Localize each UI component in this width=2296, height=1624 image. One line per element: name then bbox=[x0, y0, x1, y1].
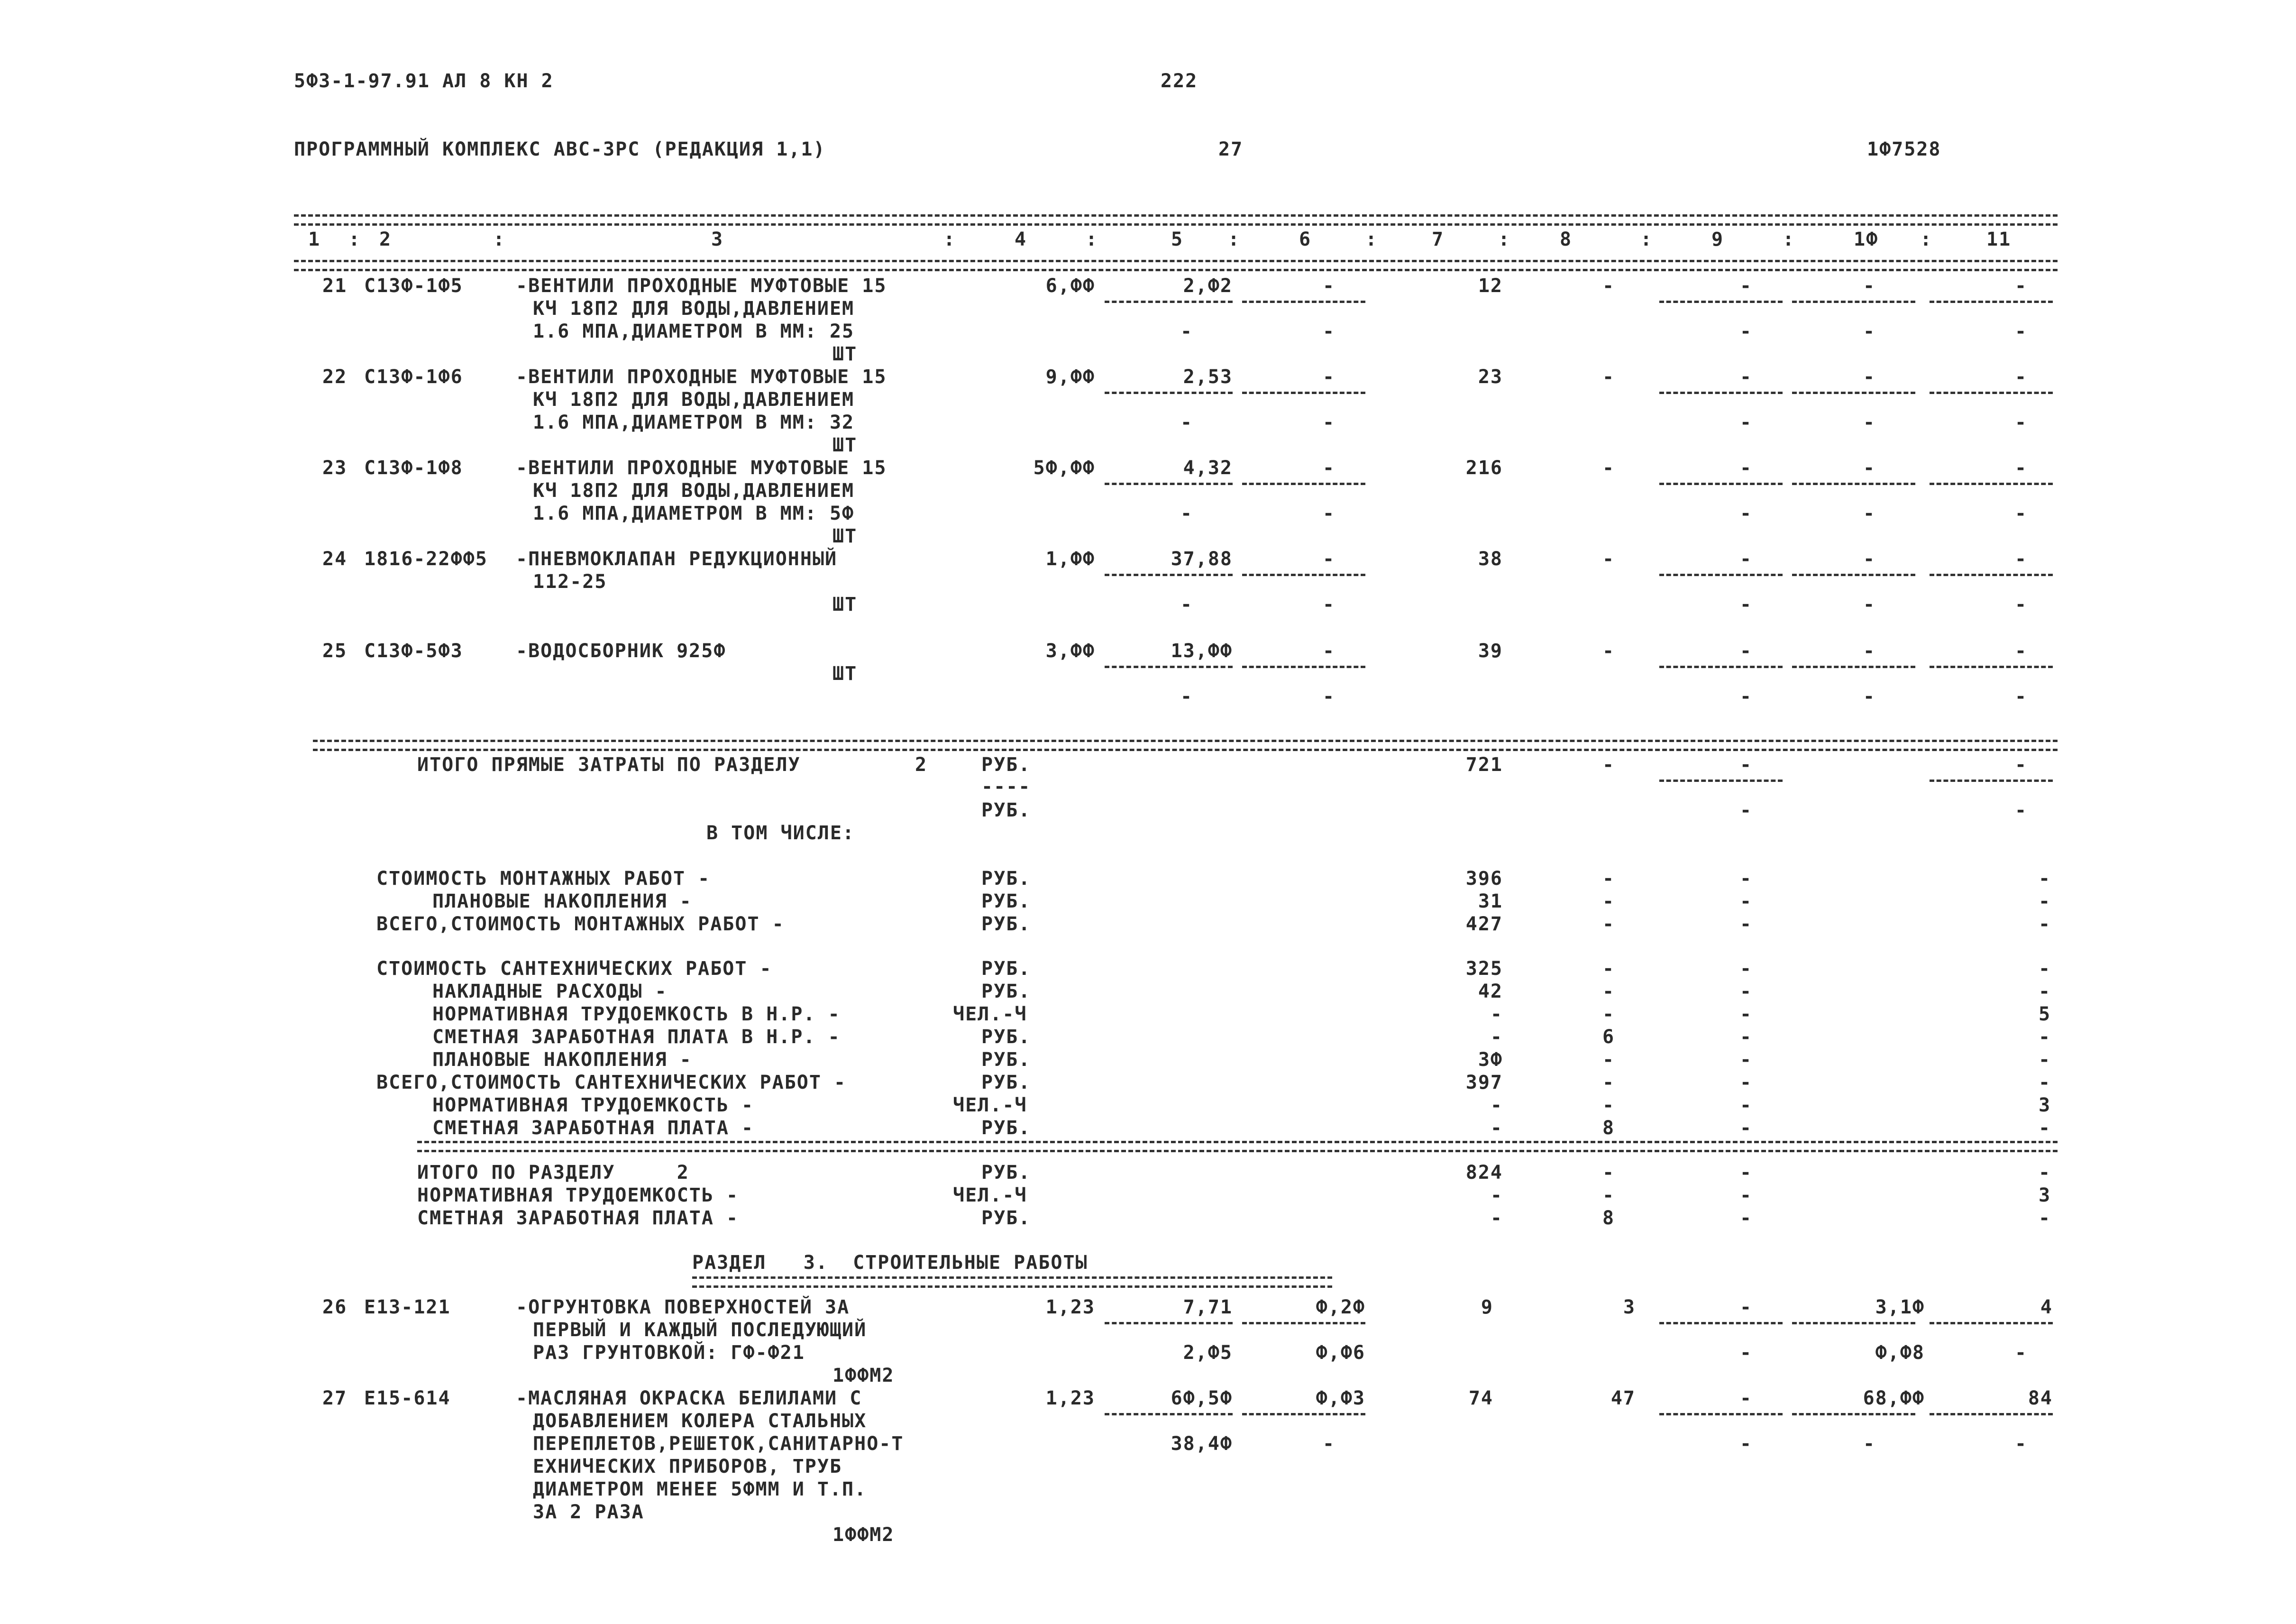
col11-divider bbox=[1930, 301, 2053, 303]
item-col10-lower: Ф,Ф8 bbox=[1875, 1342, 1925, 1364]
col6-divider bbox=[1242, 483, 1365, 485]
breakdown-label: ПЛАНОВЫЕ НАКОПЛЕНИЯ - bbox=[432, 1049, 692, 1071]
section-3-underline bbox=[692, 1276, 1332, 1288]
item-col5-lower: - bbox=[1180, 321, 1193, 342]
item-col11-lower: - bbox=[2015, 686, 2028, 707]
direct-costs-label: ИТОГО ПРЯМЫЕ ЗАТРАТЫ ПО РАЗДЕЛУ bbox=[417, 754, 801, 776]
item-col6-lower: - bbox=[1323, 594, 1336, 615]
direct-costs-col11: - bbox=[2015, 754, 2028, 776]
header-rule-top bbox=[294, 214, 2058, 226]
item-description-line: -МАСЛЯНАЯ ОКРАСКА БЕЛИЛАМИ С bbox=[516, 1387, 862, 1409]
breakdown-label: ПЛАНОВЫЕ НАКОПЛЕНИЯ - bbox=[432, 890, 692, 912]
column-header-6: 6 bbox=[1299, 229, 1312, 250]
col10-divider bbox=[1792, 483, 1915, 485]
column-header-8: 8 bbox=[1560, 229, 1573, 250]
item-col5: 13,ФФ bbox=[1171, 640, 1233, 662]
breakdown-col11: - bbox=[2039, 1026, 2051, 1048]
direct-costs-unit-2: РУБ. bbox=[981, 799, 1031, 821]
column-separator: : bbox=[1498, 229, 1511, 250]
breakdown-col7: 42 bbox=[1478, 981, 1503, 1002]
column-separator: : bbox=[943, 229, 956, 250]
breakdown-col8: - bbox=[1602, 958, 1615, 980]
breakdown-col7: 325 bbox=[1465, 958, 1503, 980]
column-separator: : bbox=[1640, 229, 1653, 250]
breakdown-col8: - bbox=[1602, 868, 1615, 890]
col10-divider bbox=[1792, 574, 1915, 576]
item-col5-lower: 2,Ф5 bbox=[1183, 1342, 1233, 1364]
breakdown-col8: 6 bbox=[1602, 1026, 1615, 1048]
breakdown-label: ВСЕГО,СТОИМОСТЬ МОНТАЖНЫХ РАБОТ - bbox=[376, 913, 785, 935]
item-col5-lower: 38,4Ф bbox=[1171, 1433, 1233, 1455]
item-col10: 3,1Ф bbox=[1875, 1296, 1925, 1318]
breakdown-col7: - bbox=[1490, 1117, 1503, 1139]
breakdown-col9: - bbox=[1740, 1117, 1753, 1139]
document-number: 1Ф7528 bbox=[1867, 138, 1941, 160]
section-3-title: РАЗДЕЛ 3. СТРОИТЕЛЬНЫЕ РАБОТЫ bbox=[692, 1252, 1088, 1274]
item-col9-lower: - bbox=[1740, 503, 1753, 524]
item-col9-lower: - bbox=[1740, 1433, 1753, 1455]
item-col11: - bbox=[2015, 366, 2028, 388]
breakdown-col8: 8 bbox=[1602, 1117, 1615, 1139]
breakdown-col8: - bbox=[1602, 1072, 1615, 1093]
column-separator: : bbox=[1365, 229, 1378, 250]
breakdown-col9: - bbox=[1740, 958, 1753, 980]
breakdown-col7: 3Ф bbox=[1478, 1049, 1503, 1071]
col5-divider bbox=[1105, 392, 1233, 394]
col11-divider bbox=[1930, 1322, 2053, 1324]
item-number: 27 bbox=[322, 1387, 348, 1409]
section-total-unit: РУБ. bbox=[981, 1162, 1031, 1184]
breakdown-label: НАКЛАДНЫЕ РАСХОДЫ - bbox=[432, 981, 668, 1002]
item-description-line: -ОГРУНТОВКА ПОВЕРХНОСТЕЙ ЗА bbox=[516, 1296, 850, 1318]
item-col5: 37,88 bbox=[1171, 548, 1233, 570]
section-total-label: ИТОГО ПО РАЗДЕЛУ 2 bbox=[417, 1162, 689, 1184]
breakdown-col11: - bbox=[2039, 958, 2051, 980]
section-total-col9: - bbox=[1740, 1162, 1753, 1184]
item-code: С13Ф-5Ф3 bbox=[364, 640, 463, 662]
item-col6: - bbox=[1323, 366, 1336, 388]
col11-divider bbox=[1930, 483, 2053, 485]
item-unit: ШТ bbox=[832, 663, 858, 685]
item-unit: 1ФФМ2 bbox=[832, 1365, 895, 1386]
doc-code: 5Ф3-1-97.91 АЛ 8 КН 2 bbox=[294, 70, 554, 92]
item-col11-lower: - bbox=[2015, 412, 2028, 433]
col5-divider bbox=[1105, 666, 1233, 668]
item-col5: 4,32 bbox=[1183, 457, 1233, 479]
section-total-col8: - bbox=[1602, 1162, 1615, 1184]
breakdown-unit: РУБ. bbox=[981, 981, 1031, 1002]
item-col11-lower: - bbox=[2015, 503, 2028, 524]
item-number: 26 bbox=[322, 1296, 348, 1318]
item-description-line: РАЗ ГРУНТОВКОЙ: ГФ-Ф21 bbox=[533, 1342, 805, 1364]
item-col11-lower: - bbox=[2015, 594, 2028, 615]
item-unit: ШТ bbox=[832, 343, 858, 365]
section-total-col7: 824 bbox=[1465, 1162, 1503, 1184]
breakdown-unit: РУБ. bbox=[981, 958, 1031, 980]
breakdown-col11: 5 bbox=[2039, 1003, 2051, 1025]
item-col9: - bbox=[1740, 366, 1753, 388]
column-separator: : bbox=[493, 229, 506, 250]
item-col9-lower: - bbox=[1740, 686, 1753, 707]
breakdown-unit: РУБ. bbox=[981, 890, 1031, 912]
breakdown-col11: - bbox=[2039, 890, 2051, 912]
section-total-label: СМЕТНАЯ ЗАРАБОТНАЯ ПЛАТА - bbox=[417, 1207, 739, 1229]
breakdown-col9: - bbox=[1740, 890, 1753, 912]
direct-costs-col9-lower: - bbox=[1740, 799, 1753, 821]
section-total-unit: ЧЕЛ.-Ч bbox=[953, 1184, 1027, 1206]
section-total-col11: - bbox=[2039, 1207, 2051, 1229]
col5-divider bbox=[1105, 1413, 1233, 1415]
item-col10: - bbox=[1863, 457, 1876, 479]
item-code: Е13-121 bbox=[364, 1296, 451, 1318]
item-code: Е15-614 bbox=[364, 1387, 451, 1409]
item-col6-lower: Ф,Ф6 bbox=[1316, 1342, 1365, 1364]
col6-divider bbox=[1242, 574, 1365, 576]
item-col8: - bbox=[1602, 640, 1615, 662]
item-col6: Ф,Ф3 bbox=[1316, 1387, 1365, 1409]
item-col7: 23 bbox=[1478, 366, 1503, 388]
item-unit: 1ФФМ2 bbox=[832, 1524, 895, 1546]
item-number: 23 bbox=[322, 457, 348, 479]
direct-costs-col11-lower: - bbox=[2015, 799, 2028, 821]
item-description-line: КЧ 18П2 ДЛЯ ВОДЫ,ДАВЛЕНИЕМ bbox=[533, 389, 855, 411]
breakdown-col7: - bbox=[1490, 1094, 1503, 1116]
item-quantity: 1,23 bbox=[1045, 1387, 1095, 1409]
item-col10: - bbox=[1863, 366, 1876, 388]
col5-divider bbox=[1105, 1322, 1233, 1324]
column-separator: : bbox=[348, 229, 361, 250]
item-col8: 47 bbox=[1610, 1387, 1636, 1409]
breakdown-label: СМЕТНАЯ ЗАРАБОТНАЯ ПЛАТА - bbox=[432, 1117, 754, 1139]
page-number-top: 222 bbox=[1161, 70, 1198, 92]
item-description-line: 112-25 bbox=[533, 571, 607, 593]
column-header-7: 7 bbox=[1432, 229, 1445, 250]
item-col8: - bbox=[1602, 457, 1615, 479]
breakdown-col11: - bbox=[2039, 868, 2051, 890]
col9-divider bbox=[1659, 574, 1783, 576]
section-total-col8: - bbox=[1602, 1184, 1615, 1206]
direct-costs-col9: - bbox=[1740, 754, 1753, 776]
breakdown-col7: - bbox=[1490, 1026, 1503, 1048]
breakdown-col8: - bbox=[1602, 1049, 1615, 1071]
section-total-col7: - bbox=[1490, 1184, 1503, 1206]
col5-divider bbox=[1105, 574, 1233, 576]
breakdown-unit: РУБ. bbox=[981, 1117, 1031, 1139]
column-header-9: 9 bbox=[1711, 229, 1724, 250]
breakdown-col8: - bbox=[1602, 1003, 1615, 1025]
breakdown-col7: - bbox=[1490, 1003, 1503, 1025]
item-col10: - bbox=[1863, 548, 1876, 570]
col11-divider bbox=[1930, 574, 2053, 576]
including-label: В ТОМ ЧИСЛЕ: bbox=[706, 822, 855, 844]
item-unit: ШТ bbox=[832, 434, 858, 456]
item-description-line: -ВОДОСБОРНИК 925Ф bbox=[516, 640, 726, 662]
item-col11: 84 bbox=[2028, 1387, 2053, 1409]
section-total-col11: - bbox=[2039, 1162, 2051, 1184]
item-col11-lower: - bbox=[2015, 321, 2028, 342]
breakdown-label: НОРМАТИВНАЯ ТРУДОЕМКОСТЬ В Н.Р. - bbox=[432, 1003, 841, 1025]
item-col9: - bbox=[1740, 457, 1753, 479]
breakdown-col11: - bbox=[2039, 913, 2051, 935]
item-col10: - bbox=[1863, 275, 1876, 297]
item-col10-lower: - bbox=[1863, 686, 1876, 707]
item-quantity: 3,ФФ bbox=[1045, 640, 1095, 662]
col9-divider bbox=[1659, 483, 1783, 485]
item-col5-lower: - bbox=[1180, 412, 1193, 433]
item-col11: 4 bbox=[2040, 1296, 2053, 1318]
col9-divider bbox=[1659, 392, 1783, 394]
item-description-line: 1.6 МПА,ДИАМЕТРОМ В ММ: 32 bbox=[533, 412, 855, 433]
item-col9: - bbox=[1740, 548, 1753, 570]
item-col6: - bbox=[1323, 457, 1336, 479]
item-unit: ШТ bbox=[832, 525, 858, 547]
item-description-line: ПЕРВЫЙ И КАЖДЫЙ ПОСЛЕДУЮЩИЙ bbox=[533, 1319, 867, 1341]
breakdown-col9: - bbox=[1740, 1026, 1753, 1048]
breakdown-col11: - bbox=[2039, 1072, 2051, 1093]
item-col6-lower: - bbox=[1323, 686, 1336, 707]
item-quantity: 1,ФФ bbox=[1045, 548, 1095, 570]
col6-divider bbox=[1242, 666, 1365, 668]
item-number: 24 bbox=[322, 548, 348, 570]
item-col6-lower: - bbox=[1323, 412, 1336, 433]
breakdown-col8: - bbox=[1602, 981, 1615, 1002]
item-code: С13Ф-1Ф6 bbox=[364, 366, 463, 388]
breakdown-unit: РУБ. bbox=[981, 913, 1031, 935]
item-col6: - bbox=[1323, 640, 1336, 662]
breakdown-label: НОРМАТИВНАЯ ТРУДОЕМКОСТЬ - bbox=[432, 1094, 754, 1116]
item-col7: 12 bbox=[1478, 275, 1503, 297]
item-col7: 38 bbox=[1478, 548, 1503, 570]
col10-divider bbox=[1792, 1413, 1915, 1415]
item-number: 21 bbox=[322, 275, 348, 297]
item-col8: - bbox=[1602, 366, 1615, 388]
item-col5-lower: - bbox=[1180, 686, 1193, 707]
item-description-line: 1.6 МПА,ДИАМЕТРОМ В ММ: 5Ф bbox=[533, 503, 855, 524]
breakdown-col8: - bbox=[1602, 913, 1615, 935]
item-col8: 3 bbox=[1623, 1296, 1636, 1318]
column-header-5: 5 bbox=[1171, 229, 1184, 250]
breakdown-col11: - bbox=[2039, 981, 2051, 1002]
breakdown-col9: - bbox=[1740, 1003, 1753, 1025]
item-col11: - bbox=[2015, 548, 2028, 570]
breakdown-col9: - bbox=[1740, 981, 1753, 1002]
column-header-3: 3 bbox=[711, 229, 724, 250]
item-col10: 68,ФФ bbox=[1863, 1387, 1925, 1409]
item-col6-lower: - bbox=[1323, 1433, 1336, 1455]
column-header-1: 1 bbox=[308, 229, 321, 250]
item-col10: - bbox=[1863, 640, 1876, 662]
breakdown-col7: 396 bbox=[1465, 868, 1503, 890]
item-col7: 74 bbox=[1468, 1387, 1493, 1409]
breakdown-col8: - bbox=[1602, 890, 1615, 912]
breakdown-col11: 3 bbox=[2039, 1094, 2051, 1116]
col6-divider bbox=[1242, 301, 1365, 303]
item-description-line: -ВЕНТИЛИ ПРОХОДНЫЕ МУФТОВЫЕ 15 bbox=[516, 275, 887, 297]
direct-costs-section: 2 bbox=[915, 754, 928, 776]
item-description-line: ЕХНИЧЕСКИХ ПРИБОРОВ, ТРУБ bbox=[533, 1456, 842, 1477]
section-total-col11: 3 bbox=[2039, 1184, 2051, 1206]
section-total-label: НОРМАТИВНАЯ ТРУДОЕМКОСТЬ - bbox=[417, 1184, 739, 1206]
column-header-2: 2 bbox=[379, 229, 392, 250]
item-col8: - bbox=[1602, 548, 1615, 570]
item-col10-lower: - bbox=[1863, 321, 1876, 342]
col10-divider bbox=[1792, 392, 1915, 394]
item-col5: 6Ф,5Ф bbox=[1171, 1387, 1233, 1409]
column-header-1Ф: 1Ф bbox=[1854, 229, 1879, 250]
item-unit: ШТ bbox=[832, 594, 858, 615]
col11-divider bbox=[1930, 1413, 2053, 1415]
item-col10-lower: - bbox=[1863, 412, 1876, 433]
item-code: С13Ф-1Ф8 bbox=[364, 457, 463, 479]
item-col5-lower: - bbox=[1180, 503, 1193, 524]
section-total-col9: - bbox=[1740, 1207, 1753, 1229]
item-col11: - bbox=[2015, 275, 2028, 297]
col11-divider bbox=[1930, 666, 2053, 668]
breakdown-unit: ЧЕЛ.-Ч bbox=[953, 1003, 1027, 1025]
item-description-line: ЗА 2 РАЗА bbox=[533, 1501, 644, 1523]
col9-divider bbox=[1659, 301, 1783, 303]
breakdown-col9: - bbox=[1740, 1049, 1753, 1071]
breakdown-col11: - bbox=[2039, 1049, 2051, 1071]
col6-divider bbox=[1242, 392, 1365, 394]
item-col6: - bbox=[1323, 548, 1336, 570]
breakdown-unit: РУБ. bbox=[981, 868, 1031, 890]
item-col7: 216 bbox=[1465, 457, 1503, 479]
item-col11-lower: - bbox=[2015, 1433, 2028, 1455]
col5-divider bbox=[1105, 301, 1233, 303]
breakdown-col8: - bbox=[1602, 1094, 1615, 1116]
item-col9-lower: - bbox=[1740, 594, 1753, 615]
item-col6: - bbox=[1323, 275, 1336, 297]
column-header-4: 4 bbox=[1015, 229, 1027, 250]
direct-costs-unit: РУБ. bbox=[981, 754, 1031, 776]
breakdown-col7: 31 bbox=[1478, 890, 1503, 912]
breakdown-col7: 427 bbox=[1465, 913, 1503, 935]
col10-divider bbox=[1792, 1322, 1915, 1324]
program-title: ПРОГРАММНЫЙ КОМПЛЕКС АВС-3РС (РЕДАКЦИЯ 1,1) bbox=[294, 138, 826, 160]
item-description-line: КЧ 18П2 ДЛЯ ВОДЫ,ДАВЛЕНИЕМ bbox=[533, 298, 855, 320]
item-quantity: 5Ф,ФФ bbox=[1033, 457, 1095, 479]
item-col5: 2,53 bbox=[1183, 366, 1233, 388]
item-col6: Ф,2Ф bbox=[1316, 1296, 1365, 1318]
column-header-11: 11 bbox=[1986, 229, 2012, 250]
section-total-col8: 8 bbox=[1602, 1207, 1615, 1229]
section-total-col7: - bbox=[1490, 1207, 1503, 1229]
breakdown-col9: - bbox=[1740, 1072, 1753, 1093]
item-description-line: -ПНЕВМОКЛАПАН РЕДУКЦИОННЫЙ bbox=[516, 548, 838, 570]
item-col8: - bbox=[1602, 275, 1615, 297]
item-col9: - bbox=[1740, 640, 1753, 662]
item-number: 22 bbox=[322, 366, 348, 388]
item-quantity: 1,23 bbox=[1045, 1296, 1095, 1318]
col5-divider bbox=[1105, 483, 1233, 485]
item-col11: - bbox=[2015, 457, 2028, 479]
breakdown-col11: - bbox=[2039, 1117, 2051, 1139]
section-total-unit: РУБ. bbox=[981, 1207, 1031, 1229]
item-quantity: 6,ФФ bbox=[1045, 275, 1095, 297]
item-col5-lower: - bbox=[1180, 594, 1193, 615]
section-total-rule bbox=[417, 1141, 2058, 1152]
item-col9: - bbox=[1740, 1296, 1753, 1318]
item-col6-lower: - bbox=[1323, 321, 1336, 342]
direct-costs-col8: - bbox=[1602, 754, 1615, 776]
direct-costs-dashes: ---- bbox=[981, 776, 1031, 798]
item-col9-lower: - bbox=[1740, 1342, 1753, 1364]
item-description-line: КЧ 18П2 ДЛЯ ВОДЫ,ДАВЛЕНИЕМ bbox=[533, 480, 855, 502]
column-separator: : bbox=[1086, 229, 1098, 250]
column-separator: : bbox=[1920, 229, 1933, 250]
section-total-col9: - bbox=[1740, 1184, 1753, 1206]
item-col10-lower: - bbox=[1863, 1433, 1876, 1455]
breakdown-unit: РУБ. bbox=[981, 1072, 1031, 1093]
breakdown-label: ВСЕГО,СТОИМОСТЬ САНТЕХНИЧЕСКИХ РАБОТ - bbox=[376, 1072, 847, 1093]
col9-divider bbox=[1659, 666, 1783, 668]
item-col10-lower: - bbox=[1863, 594, 1876, 615]
col6-divider bbox=[1242, 1413, 1365, 1415]
col9-divider bbox=[1659, 780, 1783, 782]
item-description-line: ДОБАВЛЕНИЕМ КОЛЕРА СТАЛЬНЫХ bbox=[533, 1410, 867, 1432]
item-col5: 2,Ф2 bbox=[1183, 275, 1233, 297]
item-col11-lower: - bbox=[2015, 1342, 2028, 1364]
breakdown-unit: РУБ. bbox=[981, 1026, 1031, 1048]
item-col10-lower: - bbox=[1863, 503, 1876, 524]
item-col9: - bbox=[1740, 1387, 1753, 1409]
item-col7: 9 bbox=[1481, 1296, 1493, 1318]
item-description-line: ДИАМЕТРОМ МЕНЕЕ 5ФММ И Т.П. bbox=[533, 1478, 867, 1500]
direct-costs-value: 721 bbox=[1465, 754, 1503, 776]
col10-divider bbox=[1792, 301, 1915, 303]
breakdown-label: СТОИМОСТЬ САНТЕХНИЧЕСКИХ РАБОТ - bbox=[376, 958, 772, 980]
col10-divider bbox=[1792, 666, 1915, 668]
breakdown-label: СМЕТНАЯ ЗАРАБОТНАЯ ПЛАТА В Н.Р. - bbox=[432, 1026, 841, 1048]
col9-divider bbox=[1659, 1322, 1783, 1324]
breakdown-col9: - bbox=[1740, 913, 1753, 935]
item-col9-lower: - bbox=[1740, 321, 1753, 342]
item-col7: 39 bbox=[1478, 640, 1503, 662]
item-description-line: -ВЕНТИЛИ ПРОХОДНЫЕ МУФТОВЫЕ 15 bbox=[516, 457, 887, 479]
item-col6-lower: - bbox=[1323, 503, 1336, 524]
column-separator: : bbox=[1783, 229, 1795, 250]
breakdown-unit: ЧЕЛ.-Ч bbox=[953, 1094, 1027, 1116]
item-col11: - bbox=[2015, 640, 2028, 662]
breakdown-label: СТОИМОСТЬ МОНТАЖНЫХ РАБОТ - bbox=[376, 868, 711, 890]
item-col9: - bbox=[1740, 275, 1753, 297]
column-separator: : bbox=[1228, 229, 1241, 250]
item-code: 1816-22ФФ5 bbox=[364, 548, 488, 570]
item-code: С13Ф-1Ф5 bbox=[364, 275, 463, 297]
col9-divider bbox=[1659, 1413, 1783, 1415]
breakdown-col9: - bbox=[1740, 868, 1753, 890]
item-number: 25 bbox=[322, 640, 348, 662]
item-col9-lower: - bbox=[1740, 412, 1753, 433]
item-col5: 7,71 bbox=[1183, 1296, 1233, 1318]
item-description-line: 1.6 МПА,ДИАМЕТРОМ В ММ: 25 bbox=[533, 321, 855, 342]
item-quantity: 9,ФФ bbox=[1045, 366, 1095, 388]
col11-divider bbox=[1930, 780, 2053, 782]
sheet-number: 27 bbox=[1218, 138, 1244, 160]
totals-rule bbox=[313, 740, 2058, 751]
item-description-line: -ВЕНТИЛИ ПРОХОДНЫЕ МУФТОВЫЕ 15 bbox=[516, 366, 887, 388]
breakdown-col9: - bbox=[1740, 1094, 1753, 1116]
header-rule-bottom bbox=[294, 260, 2058, 271]
item-description-line: ПЕРЕПЛЕТОВ,РЕШЕТОК,САНИТАРНО-Т bbox=[533, 1433, 904, 1455]
col11-divider bbox=[1930, 392, 2053, 394]
breakdown-unit: РУБ. bbox=[981, 1049, 1031, 1071]
col6-divider bbox=[1242, 1322, 1365, 1324]
breakdown-col7: 397 bbox=[1465, 1072, 1503, 1093]
